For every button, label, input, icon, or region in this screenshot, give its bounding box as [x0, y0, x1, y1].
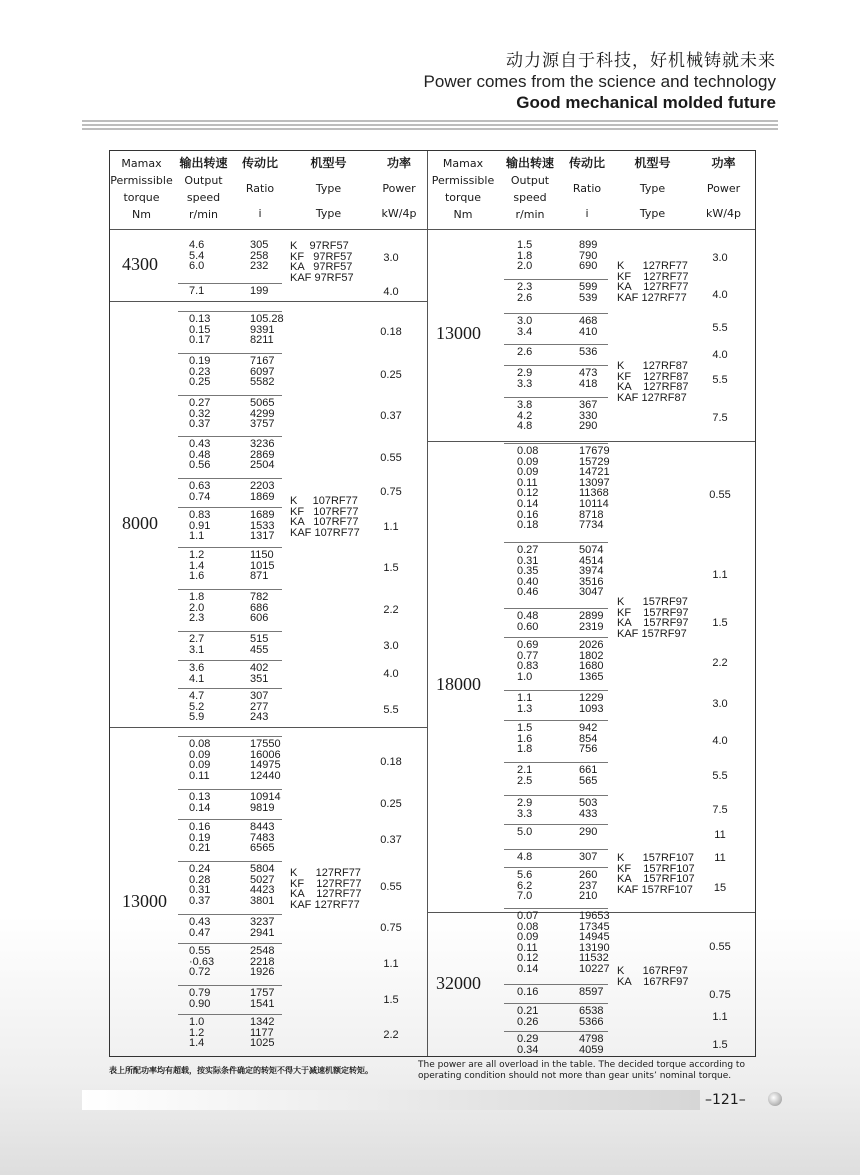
ratio-cell: 6538 5366: [579, 1005, 604, 1028]
ratio-cell: 503 433: [579, 797, 598, 820]
power-cell: 3.0: [712, 252, 728, 264]
speed-cell: 0.24 0.28 0.31 0.37: [189, 863, 211, 907]
type-167rf97: K 167RF97 KA 167RF97: [617, 965, 689, 988]
ratio-cell: 782 686 606: [250, 591, 269, 625]
type-107rf77: K 107RF77 KF 107RF77 KA 107RF77 KAF 107RF77: [290, 495, 360, 539]
col-header-ratio-right: 传动比 Ratio i: [568, 156, 605, 220]
row-separator: [178, 789, 282, 790]
row-separator: [504, 397, 608, 398]
gear-spec-table: [109, 150, 756, 1057]
type-127rf87: K 127RF87 KF 127RF87 KA 127RF87 KAF 127RF87: [617, 360, 689, 404]
ratio-cell: 1229 1093: [579, 692, 604, 715]
speed-cell: 0.27 0.31 0.35 0.40 0.46: [517, 544, 539, 599]
speed-cell: 0.79 0.90: [189, 987, 211, 1010]
speed-cell: 4.6 5.4 6.0: [189, 239, 205, 273]
speed-cell: 0.63 0.74: [189, 480, 211, 503]
row-separator: [504, 849, 608, 850]
page-header: [424, 50, 776, 114]
speed-cell: 5.6 6.2 7.0: [517, 869, 533, 903]
header-bottom-rule: [110, 229, 755, 230]
power-cell: 0.37: [380, 410, 402, 422]
power-cell: 2.2: [712, 657, 728, 669]
power-cell: 0.75: [380, 922, 402, 934]
power-cell: 0.75: [709, 989, 731, 1001]
torque-18000-right: 18000: [436, 674, 481, 694]
power-cell: 0.55: [380, 452, 402, 464]
speed-cell: 0.48 0.60: [517, 610, 539, 633]
speed-cell: 0.83 0.91 1.1: [189, 509, 211, 543]
power-cell: 11: [714, 829, 726, 841]
power-cell: 0.75: [380, 486, 402, 498]
speed-cell: 2.9 3.3: [517, 367, 533, 390]
power-cell: 3.0: [383, 252, 399, 264]
torque-13000-left: 13000: [122, 891, 167, 911]
ratio-cell: 290: [579, 826, 598, 838]
row-separator: [178, 547, 282, 548]
row-separator: [504, 443, 608, 444]
power-cell: 1.1: [383, 521, 399, 533]
group-rule-13000-right: [427, 441, 755, 442]
footnote-english: The power are all overload in the table. The decided torque according to operating condition should not more than gear units’ nominal torque.: [418, 1060, 745, 1081]
row-separator: [178, 631, 282, 632]
power-cell: 5.5: [383, 704, 399, 716]
power-cell: 4.0: [712, 289, 728, 301]
header-divider-stripes: [82, 120, 778, 132]
row-separator: [504, 908, 608, 909]
row-separator: [178, 660, 282, 661]
row-separator: [504, 1031, 608, 1032]
ratio-cell: 402 351: [250, 662, 269, 685]
speed-cell: 0.19 0.23 0.25: [189, 355, 211, 389]
power-cell: 0.37: [380, 834, 402, 846]
power-cell: 4.0: [712, 349, 728, 361]
ratio-cell: 3237 2941: [250, 916, 275, 939]
power-cell: 1.5: [712, 1039, 728, 1051]
speed-cell: 2.3 2.6: [517, 281, 533, 304]
speed-cell: 2.1 2.5: [517, 764, 533, 787]
power-cell: 7.5: [712, 804, 728, 816]
type-157rf107: K 157RF107 KF 157RF107 KA 157RF107 KAF 157RF107: [617, 852, 695, 896]
power-cell: 0.18: [380, 756, 402, 768]
power-cell: 15: [713, 882, 727, 894]
speed-cell: 2.6: [517, 346, 533, 358]
speed-cell: 2.9 3.3: [517, 797, 533, 820]
ratio-cell: 1689 1533 1317: [250, 509, 275, 543]
ratio-cell: 1757 1541: [250, 987, 275, 1010]
col-header-power-right: 功率 Power kW/4p: [706, 156, 741, 220]
ratio-cell: 1342 1177 1025: [250, 1016, 275, 1050]
type-127rf77-left: K 127RF77 KF 127RF77 KA 127RF77 KAF 127RF77: [290, 867, 362, 911]
ratio-cell: 2548 2218 1926: [250, 945, 275, 979]
row-separator: [504, 690, 608, 691]
ratio-cell: 3236 2869 2504: [250, 438, 275, 472]
speed-cell: 0.16 0.19 0.21: [189, 821, 211, 855]
col-header-type-left: 机型号 Type Type: [310, 156, 347, 220]
col-header-torque-left: Mamax Permissible torque Nm: [110, 157, 173, 221]
row-separator: [504, 608, 608, 609]
row-separator: [178, 688, 282, 689]
ratio-cell: 536: [579, 346, 598, 358]
power-cell: 4.0: [383, 668, 399, 680]
group-rule-8000: [110, 727, 427, 728]
row-separator: [504, 984, 608, 985]
ratio-cell: 2026 1802 1680 1365: [579, 639, 604, 683]
speed-cell: 0.27 0.32 0.37: [189, 397, 211, 431]
row-separator: [504, 762, 608, 763]
ratio-cell: 307: [579, 851, 598, 863]
power-cell: 0.25: [380, 369, 402, 381]
speed-cell: 0.43 0.48 0.56: [189, 438, 211, 472]
row-separator: [178, 395, 282, 396]
speed-cell: 4.8: [517, 851, 533, 863]
ratio-cell: 661 565: [579, 764, 598, 787]
power-cell: 11: [714, 852, 726, 864]
col-header-power-left: 功率 Power kW/4p: [381, 156, 417, 220]
power-cell: 7.5: [712, 412, 728, 424]
ratio-cell: 8443 7483 6565: [250, 821, 275, 855]
ratio-cell: 10914 9819: [250, 791, 281, 814]
torque-8000-left: 8000: [122, 513, 158, 533]
ratio-cell: 5074 4514 3974 3516 3047: [579, 544, 604, 599]
power-cell: 3.0: [712, 698, 728, 710]
ratio-cell: 473 418: [579, 367, 598, 390]
type-157rf97: K 157RF97 KF 157RF97 KA 157RF97 KAF 157RF97: [617, 596, 689, 640]
speed-cell: 0.08 0.09 0.09 0.11: [189, 738, 211, 782]
type-97rf57: K 97RF57 KF 97RF57 KA 97RF57 KAF 97RF57: [290, 240, 354, 284]
ratio-cell: 7167 6097 5582: [250, 355, 275, 389]
ratio-cell: 515 455: [250, 633, 269, 656]
speed-cell: 1.5 1.8 2.0: [517, 239, 533, 273]
speed-cell: 0.69 0.77 0.83 1.0: [517, 639, 539, 683]
row-separator: [504, 720, 608, 721]
power-cell: 1.5: [712, 617, 728, 629]
power-cell: 0.25: [380, 798, 402, 810]
row-separator: [504, 867, 608, 868]
speed-cell: 1.0 1.2 1.4: [189, 1016, 205, 1050]
speed-cell: 0.29 0.34: [517, 1033, 539, 1056]
row-separator: [178, 914, 282, 915]
row-separator: [504, 795, 608, 796]
ratio-cell: 260 237 210: [579, 869, 598, 903]
power-cell: 1.1: [712, 1011, 728, 1023]
ratio-cell: 899 790 690: [579, 239, 598, 273]
row-separator: [178, 478, 282, 479]
header-english-slogan: Power comes from the science and technology: [423, 72, 776, 91]
ratio-cell: 199: [250, 285, 269, 297]
row-separator: [504, 279, 608, 280]
row-separator: [504, 824, 608, 825]
row-separator: [504, 637, 608, 638]
power-cell: 0.55: [380, 881, 402, 893]
speed-cell: 1.8 2.0 2.3: [189, 591, 205, 625]
speed-cell: 2.7 3.1: [189, 633, 205, 656]
ratio-cell: 2203 1869: [250, 480, 275, 503]
speed-cell: 0.55 ·0.63 0.72: [189, 945, 215, 979]
power-cell: 3.0: [383, 640, 399, 652]
speed-cell: 0.13 0.15 0.17: [189, 313, 211, 347]
row-separator: [178, 589, 282, 590]
ratio-cell: 19653 17345 14945 13190 11532 10227: [579, 910, 610, 975]
speed-cell: 5.0: [517, 826, 533, 838]
speed-cell: 0.16: [517, 986, 539, 998]
ratio-cell: 17679 15729 14721 13097 11368 10114 8718 7734: [579, 445, 610, 532]
table-center-divider: [427, 151, 428, 1056]
power-cell: 5.5: [712, 770, 728, 782]
header-chinese-slogan: 动力源自于科技，好机械铸就未来: [506, 51, 776, 71]
power-cell: 2.2: [383, 604, 399, 616]
row-separator: [504, 365, 608, 366]
speed-cell: 7.1: [189, 285, 205, 297]
col-header-ratio-left: 传动比 Ratio i: [241, 156, 278, 220]
power-cell: 2.2: [383, 1029, 399, 1041]
speed-cell: 1.5 1.6 1.8: [517, 722, 533, 756]
ratio-cell: 1150 1015 871: [250, 549, 275, 583]
ratio-cell: 305 258 232: [250, 239, 269, 273]
speed-cell: 0.43 0.47: [189, 916, 211, 939]
ratio-cell: 105.28 9391 8211: [250, 313, 284, 347]
power-cell: 0.18: [380, 326, 402, 338]
ratio-cell: 599 539: [579, 281, 598, 304]
power-cell: 0.55: [709, 941, 731, 953]
speed-cell: 3.0 3.4: [517, 315, 533, 338]
footer-bar: [82, 1090, 700, 1110]
ratio-cell: 17550 16006 14975 12440: [250, 738, 281, 782]
row-separator: [178, 736, 282, 737]
row-separator: [504, 313, 608, 314]
power-cell: 4.0: [712, 735, 728, 747]
page-number: –121–: [705, 1092, 746, 1108]
ratio-cell: 367 330 290: [579, 399, 598, 433]
power-cell: 1.1: [712, 569, 728, 581]
speed-cell: 3.8 4.2 4.8: [517, 399, 533, 433]
group-rule-4300: [110, 301, 427, 302]
ratio-cell: 942 854 756: [579, 722, 598, 756]
power-cell: 5.5: [712, 374, 728, 386]
col-header-speed-right: 输出转速 Output speed r/min: [505, 156, 554, 221]
torque-32000-right: 32000: [436, 973, 481, 993]
row-separator: [178, 985, 282, 986]
col-header-type-right: 机型号 Type Type: [634, 156, 671, 220]
speed-cell: 0.13 0.14: [189, 791, 211, 814]
row-separator: [178, 943, 282, 944]
ratio-cell: 2899 2319: [579, 610, 604, 633]
speed-cell: 4.7 5.2 5.9: [189, 690, 205, 724]
header-english-tagline: Good mechanical molded future: [516, 93, 776, 112]
type-127rf77-right: K 127RF77 KF 127RF77 KA 127RF77 KAF 127RF77: [617, 260, 689, 304]
row-separator: [178, 436, 282, 437]
power-cell: 4.0: [383, 286, 399, 298]
row-separator: [178, 311, 282, 312]
power-cell: 1.5: [383, 994, 399, 1006]
speed-cell: 3.6 4.1: [189, 662, 205, 685]
ratio-cell: 4798 4059: [579, 1033, 604, 1056]
row-separator: [178, 507, 282, 508]
ratio-cell: 307 277 243: [250, 690, 269, 724]
row-separator: [178, 1014, 282, 1015]
row-separator: [504, 344, 608, 345]
col-header-torque-right: Mamax Permissible torque Nm: [431, 157, 495, 221]
speed-cell: 1.1 1.3: [517, 692, 533, 715]
row-separator: [178, 861, 282, 862]
torque-4300-left: 4300: [122, 254, 158, 274]
row-separator: [178, 283, 282, 284]
footnote-chinese: 表上所配功率均有超载，按实际条件确定的转矩不得大于减速机额定转矩。: [109, 1066, 373, 1075]
row-separator: [504, 1003, 608, 1004]
ratio-cell: 5804 5027 4423 3801: [250, 863, 275, 907]
row-separator: [178, 353, 282, 354]
col-header-speed-left: 输出转速 Output speed r/min: [179, 156, 228, 221]
power-cell: 5.5: [712, 322, 728, 334]
power-cell: 1.5: [383, 562, 399, 574]
ratio-cell: 5065 4299 3757: [250, 397, 275, 431]
footer-dot-icon: [768, 1092, 782, 1106]
torque-13000-right: 13000: [436, 323, 481, 343]
speed-cell: 1.2 1.4 1.6: [189, 549, 205, 583]
row-separator: [504, 542, 608, 543]
ratio-cell: 468 410: [579, 315, 598, 338]
power-cell: 0.55: [709, 489, 731, 501]
speed-cell: 0.07 0.08 0.09 0.11 0.12 0.14: [517, 910, 539, 975]
speed-cell: 0.08 0.09 0.09 0.11 0.12 0.14 0.16 0.18: [517, 445, 539, 532]
row-separator: [178, 819, 282, 820]
speed-cell: 0.21 0.26: [517, 1005, 539, 1028]
power-cell: 1.1: [383, 958, 399, 970]
ratio-cell: 8597: [579, 986, 604, 998]
